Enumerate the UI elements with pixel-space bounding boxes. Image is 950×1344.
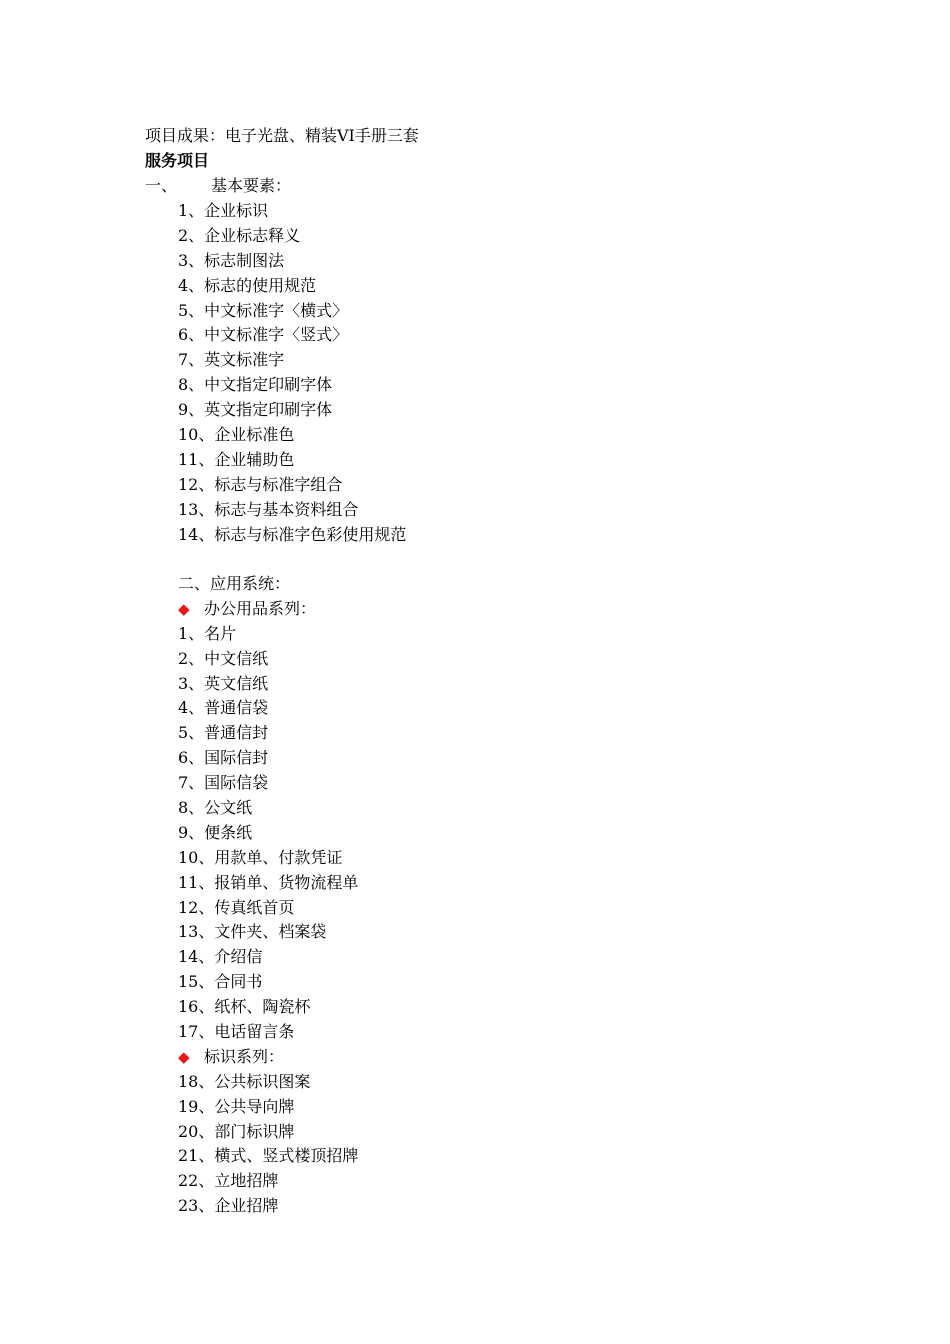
list-item: 1、名片: [178, 623, 237, 643]
list-item: 7、英文标准字: [178, 350, 285, 370]
sign-group-heading: [178, 1045, 358, 1070]
list-item: 1、企业标识: [178, 201, 269, 220]
list-item: 8、中文指定印刷字体: [178, 375, 333, 395]
section1-title: 基本要素：: [211, 176, 292, 195]
list-item: 6、中文标准字〈竖式〉: [178, 325, 349, 345]
list-item: 9、便条纸: [178, 822, 253, 842]
list-item: 9、英文指定印刷字体: [178, 400, 333, 420]
list-item: 2、企业标志释义: [178, 225, 301, 245]
deliverables-line: 项目成果：电子光盘、精装VI手册三套: [145, 126, 419, 145]
office-group-heading: [178, 597, 358, 622]
list-item: 12、传真纸首页: [178, 897, 295, 917]
list-item: 14、标志与标准字色彩使用规范: [178, 524, 407, 544]
list-item: 23、企业招牌: [178, 1196, 279, 1216]
list-item: 5、普通信封: [178, 723, 269, 743]
list-item: 13、标志与基本资料组合: [178, 499, 359, 519]
section1-heading: [145, 174, 291, 199]
list-item: 22、立地招牌: [178, 1171, 279, 1191]
list-item: 17、电话留言条: [178, 1022, 295, 1042]
list-item: 7、国际信袋: [178, 773, 269, 793]
sign-group-label: 标识系列：: [204, 1046, 285, 1066]
list-item: 13、文件夹、档案袋: [178, 922, 327, 942]
list-item: 3、标志制图法: [178, 250, 285, 270]
diamond-bullet-icon: ◆: [178, 1047, 190, 1066]
section1-number: 一、: [145, 176, 178, 195]
list-item: 19、公共导向牌: [178, 1096, 295, 1116]
list-item: 10、企业标准色: [178, 425, 295, 445]
application-system-list: [178, 572, 358, 1219]
list-item: 3、英文信纸: [178, 673, 269, 693]
list-item: 4、标志的使用规范: [178, 275, 317, 295]
list-item: 21、横式、竖式楼顶招牌: [178, 1146, 359, 1166]
list-item: 4、普通信袋: [178, 698, 269, 718]
list-item: 15、合同书: [178, 972, 263, 992]
list-item: 11、报销单、货物流程单: [178, 872, 359, 892]
list-item: 5、中文标准字〈横式〉: [178, 300, 349, 320]
list-item: 11、企业辅助色: [178, 449, 295, 469]
basic-elements-list: [178, 199, 406, 547]
list-item: 10、用款单、付款凭证: [178, 847, 343, 867]
list-item: 14、介绍信: [178, 947, 263, 967]
list-item: 6、国际信封: [178, 748, 269, 768]
list-item: 20、部门标识牌: [178, 1121, 295, 1141]
diamond-bullet-icon: ◆: [178, 599, 190, 618]
list-item: 18、公共标识图案: [178, 1071, 311, 1091]
list-item: 8、公文纸: [178, 798, 253, 818]
list-item: 2、中文信纸: [178, 648, 269, 668]
list-item: 12、标志与标准字组合: [178, 474, 343, 494]
office-group-label: 办公用品系列：: [204, 598, 317, 618]
section2-title: 二、应用系统：: [178, 574, 291, 593]
service-title: 服务项目: [145, 151, 210, 170]
list-item: 16、纸杯、陶瓷杯: [178, 997, 311, 1017]
